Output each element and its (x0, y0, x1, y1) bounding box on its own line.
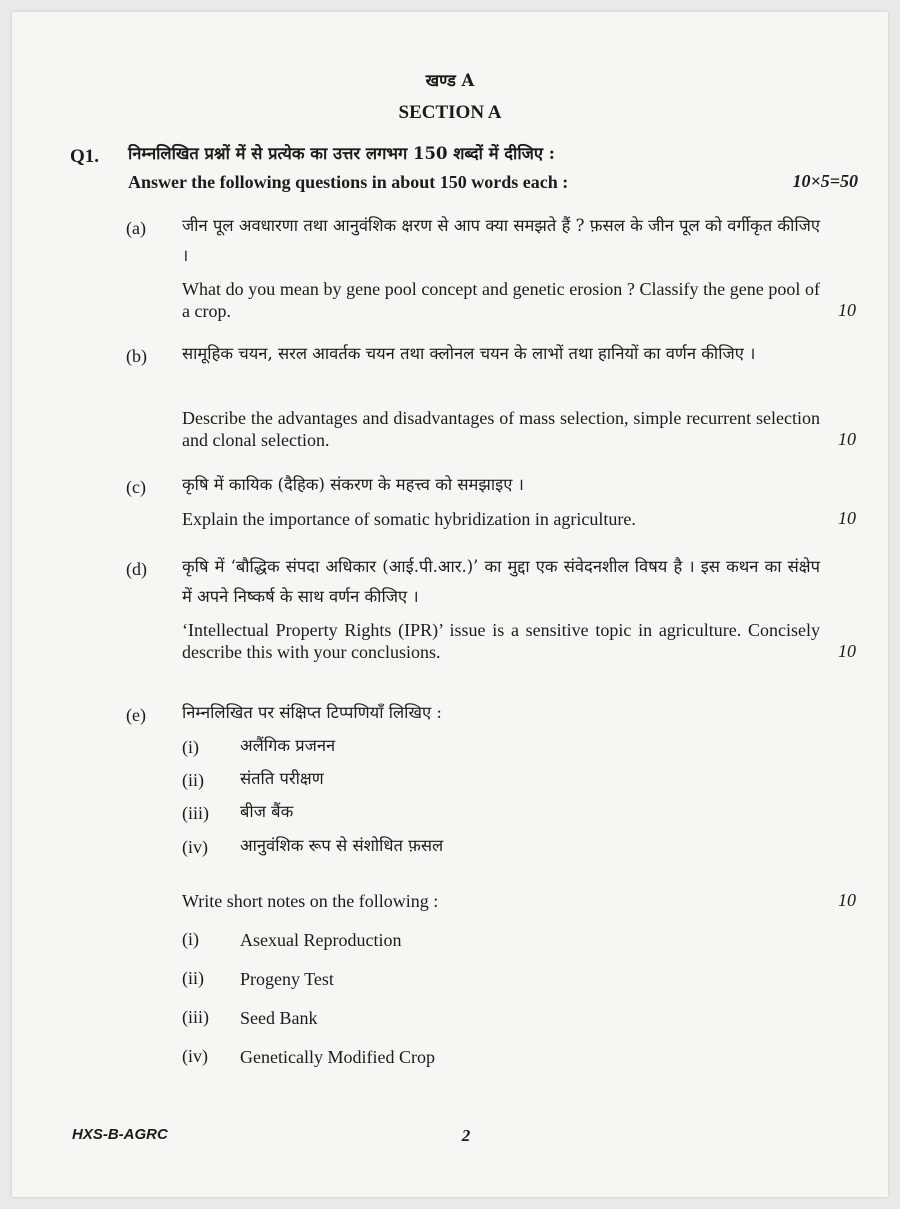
part-label-d: (d) (126, 559, 147, 579)
question-number: Q1. (70, 146, 100, 167)
hindi-item-label: (iv) (182, 837, 208, 857)
hindi-item-label: (i) (182, 737, 199, 757)
part-d-english: ‘Intellectual Property Rights (IPR)’ issue is a sensitive topic in agriculture. Concisely describe this with your conclusions. (182, 620, 820, 662)
part-b-marks: 10 (838, 429, 856, 449)
part-a-hindi: जीन पूल अवधारणा तथा आनुवंशिक क्षरण से आप क्या समझते हैं ? फ़सल के जीन पूल को वर्गीकृत कीजिए । (182, 216, 820, 265)
part-c-marks: 10 (838, 508, 856, 528)
part-e-hindi: निम्नलिखित पर संक्षिप्त टिप्पणियाँ लिखिए : (182, 703, 442, 722)
part-d-marks: 10 (838, 641, 856, 661)
english-item-text: Asexual Reproduction (240, 930, 402, 950)
english-item-label: (i) (182, 929, 199, 949)
part-d-hindi: कृषि में ‘बौद्धिक संपदा अधिकार (आई.पी.आर.)’ का मुद्दा एक संवेदनशील विषय है । इस कथन का संक्षेप में अपने निष्कर्ष के साथ वर्णन कीजिए । (182, 557, 820, 606)
hindi-item-text: बीज बैंक (240, 802, 294, 821)
part-e-marks: 10 (838, 890, 856, 910)
hindi-item-label: (iii) (182, 803, 209, 823)
part-label-b: (b) (126, 346, 147, 366)
english-item-label: (ii) (182, 968, 204, 988)
page-number: 2 (461, 1126, 471, 1145)
english-item-label: (iv) (182, 1046, 208, 1066)
part-b-hindi: सामूहिक चयन, सरल आवर्तक चयन तथा क्लोनल चयन के लाभों तथा हानियों का वर्णन कीजिए । (182, 344, 756, 363)
hindi-item-text: अलैंगिक प्रजनन (240, 736, 336, 755)
part-c-hindi: कृषि में कायिक (दैहिक) संकरण के महत्त्व को समझाइए । (182, 475, 524, 494)
part-b-english: Describe the advantages and disadvantages of mass selection, simple recurrent selection and clonal selection. (182, 408, 820, 450)
instruction-english: Answer the following questions in about 150 words each : (128, 172, 569, 192)
section-hindi-title: खण्ड A (425, 71, 475, 90)
hindi-item-label: (ii) (182, 770, 204, 790)
instruction-hindi: निम्नलिखित प्रश्नों में से प्रत्येक का उत्तर लगभग 150 शब्दों में दीजिए : (128, 144, 555, 163)
english-item-text: Genetically Modified Crop (240, 1047, 435, 1067)
paper-code: HXS-B-AGRC (72, 1126, 168, 1143)
section-title: SECTION A (398, 102, 502, 123)
part-label-c: (c) (126, 477, 146, 497)
part-a-english: What do you mean by gene pool concept and genetic erosion ? Classify the gene pool of a crop. (182, 279, 820, 321)
part-label-e: (e) (126, 705, 146, 725)
hindi-item-text: आनुवंशिक रूप से संशोधित फ़सल (240, 836, 444, 855)
total-marks: 10×5=50 (792, 171, 858, 191)
part-e-english: Write short notes on the following : (182, 891, 439, 911)
english-item-text: Progeny Test (240, 969, 334, 989)
english-item-label: (iii) (182, 1007, 209, 1027)
hindi-item-text: संतति परीक्षण (240, 769, 324, 788)
english-item-text: Seed Bank (240, 1008, 318, 1028)
part-c-english: Explain the importance of somatic hybridization in agriculture. (182, 509, 636, 529)
part-label-a: (a) (126, 218, 146, 238)
part-a-marks: 10 (838, 300, 856, 320)
